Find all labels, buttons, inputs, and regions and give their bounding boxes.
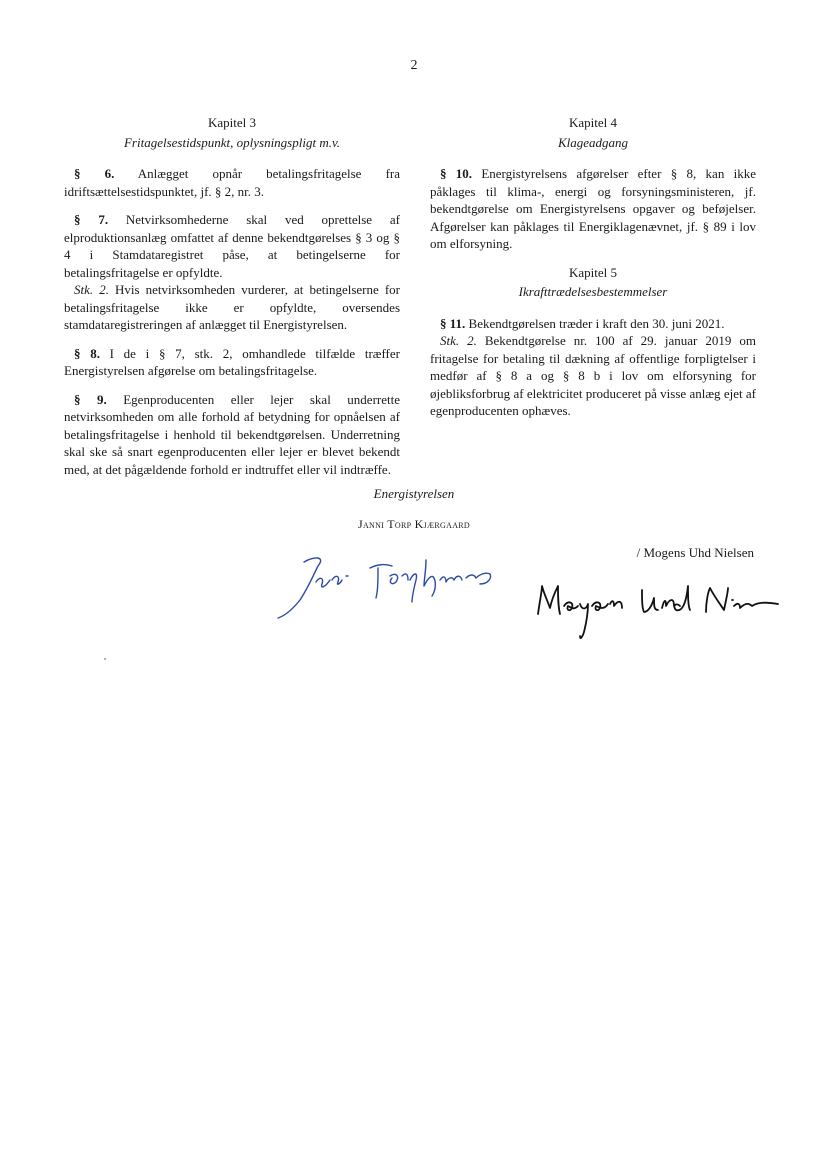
paragraph-9-text: Egenproducenten eller lejer skal underrette netvirksomheden om alle forhold af betydning for opnåelsen af betalingsfritagelse i henhold til bekendtgørelsen. Underretning skal ske så snart egenproducenten eller lejer er blevet bekendt med, at det pågældende forhold er indtruffet eller vil indtræffe. xyxy=(64,391,401,477)
paragraph-11-stk-2-label: Stk. 2. xyxy=(440,333,477,348)
scan-speck xyxy=(104,658,106,660)
page-number: 2 xyxy=(410,58,418,73)
paragraph-11-label: § 11. xyxy=(440,315,466,331)
paragraph-7-text: Netvirksomhederne skal ved oprettelse af elproduktionsanlæg omfattet af denne bekendtgørelses § 3 og § 4 i Stamdataregistret påse, at betingelserne for betalingsfritagelse er opfyldte. xyxy=(64,212,400,280)
right-column xyxy=(430,114,756,431)
paragraph-11 xyxy=(430,315,756,333)
paragraph-11-stk-2-text: Bekendtgørelse nr. 100 af 29. januar 2019 om fritagelse for betaling til dækning af offentlige forpligtelser i medfør af § 8 a og § 8 b i lov om elforsyning for øjebliksforbrug af elektricitet produceret på visse anlæg ejet af egenproducenten ophæves. xyxy=(430,333,756,418)
paragraph-6 xyxy=(64,165,400,200)
countersignatory-name: / Mogens Uhd Nielsen xyxy=(636,545,754,560)
chapter-4-subtitle: Klageadgang xyxy=(557,134,629,150)
left-column xyxy=(64,114,400,489)
paragraph-9 xyxy=(64,391,400,479)
paragraph-11-stk-2 xyxy=(430,332,756,420)
paragraph-8-text: I de i § 7, stk. 2, omhandlede tilfælde træffer Energistyrelsen afgørelse om betalingsfritagelse. xyxy=(64,345,400,378)
chapter-5-subtitle: Ikrafttrædelsesbestemmelser xyxy=(518,284,668,299)
paragraph-7-stk-2-text: Hvis netvirksomheden vurderer, at betingelserne for betalingsfritagelse ikke er opfyldte, oversendes stamdataregistreringen af anlægget til Energistyrelsen. xyxy=(64,282,400,332)
paragraph-10-label: § 10. xyxy=(440,166,473,181)
paragraph-9-label: § 9. xyxy=(74,391,107,407)
paragraph-7-stk-2-label: Stk. 2. xyxy=(74,282,109,297)
paragraph-7-stk-2 xyxy=(64,281,400,334)
handwritten-signature-1 xyxy=(274,552,504,624)
signatory-name: Janni Torp Kjærgaard xyxy=(357,517,470,531)
signing-authority: Energistyrelsen xyxy=(373,486,455,501)
paragraph-11-text: Bekendtgørelsen træder i kraft den 30. juni 2021. xyxy=(465,315,725,331)
paragraph-6-label: § 6. xyxy=(74,166,115,181)
handwritten-signature-2 xyxy=(534,578,784,644)
paragraph-8 xyxy=(64,345,400,380)
chapter-3-title: Kapitel 3 xyxy=(207,115,256,130)
chapter-4-title: Kapitel 4 xyxy=(568,115,617,130)
paragraph-7 xyxy=(64,211,400,281)
paragraph-7-label: § 7. xyxy=(74,212,109,227)
paragraph-10-text: Energistyrelsens afgørelser efter § 8, kan ikke påklages til klima-, energi og forsyningsministeren, jf. bekendtgørelse om Energistyrelsens opgaver og beføjelser. Afgørelser kan påklages til Energiklagenævnet, jf. § 89 i lov om elforsyning. xyxy=(430,166,756,251)
paragraph-6-text: Anlægget opnår betalingsfritagelse fra idriftsættelsestidspunktet, jf. § 2, nr. 3. xyxy=(64,166,400,199)
paragraph-8-label: § 8. xyxy=(74,345,100,361)
chapter-5-title: Kapitel 5 xyxy=(568,264,617,280)
chapter-3-subtitle: Fritagelsestidspunkt, oplysningspligt m.v. xyxy=(123,134,341,150)
paragraph-10 xyxy=(430,165,756,253)
